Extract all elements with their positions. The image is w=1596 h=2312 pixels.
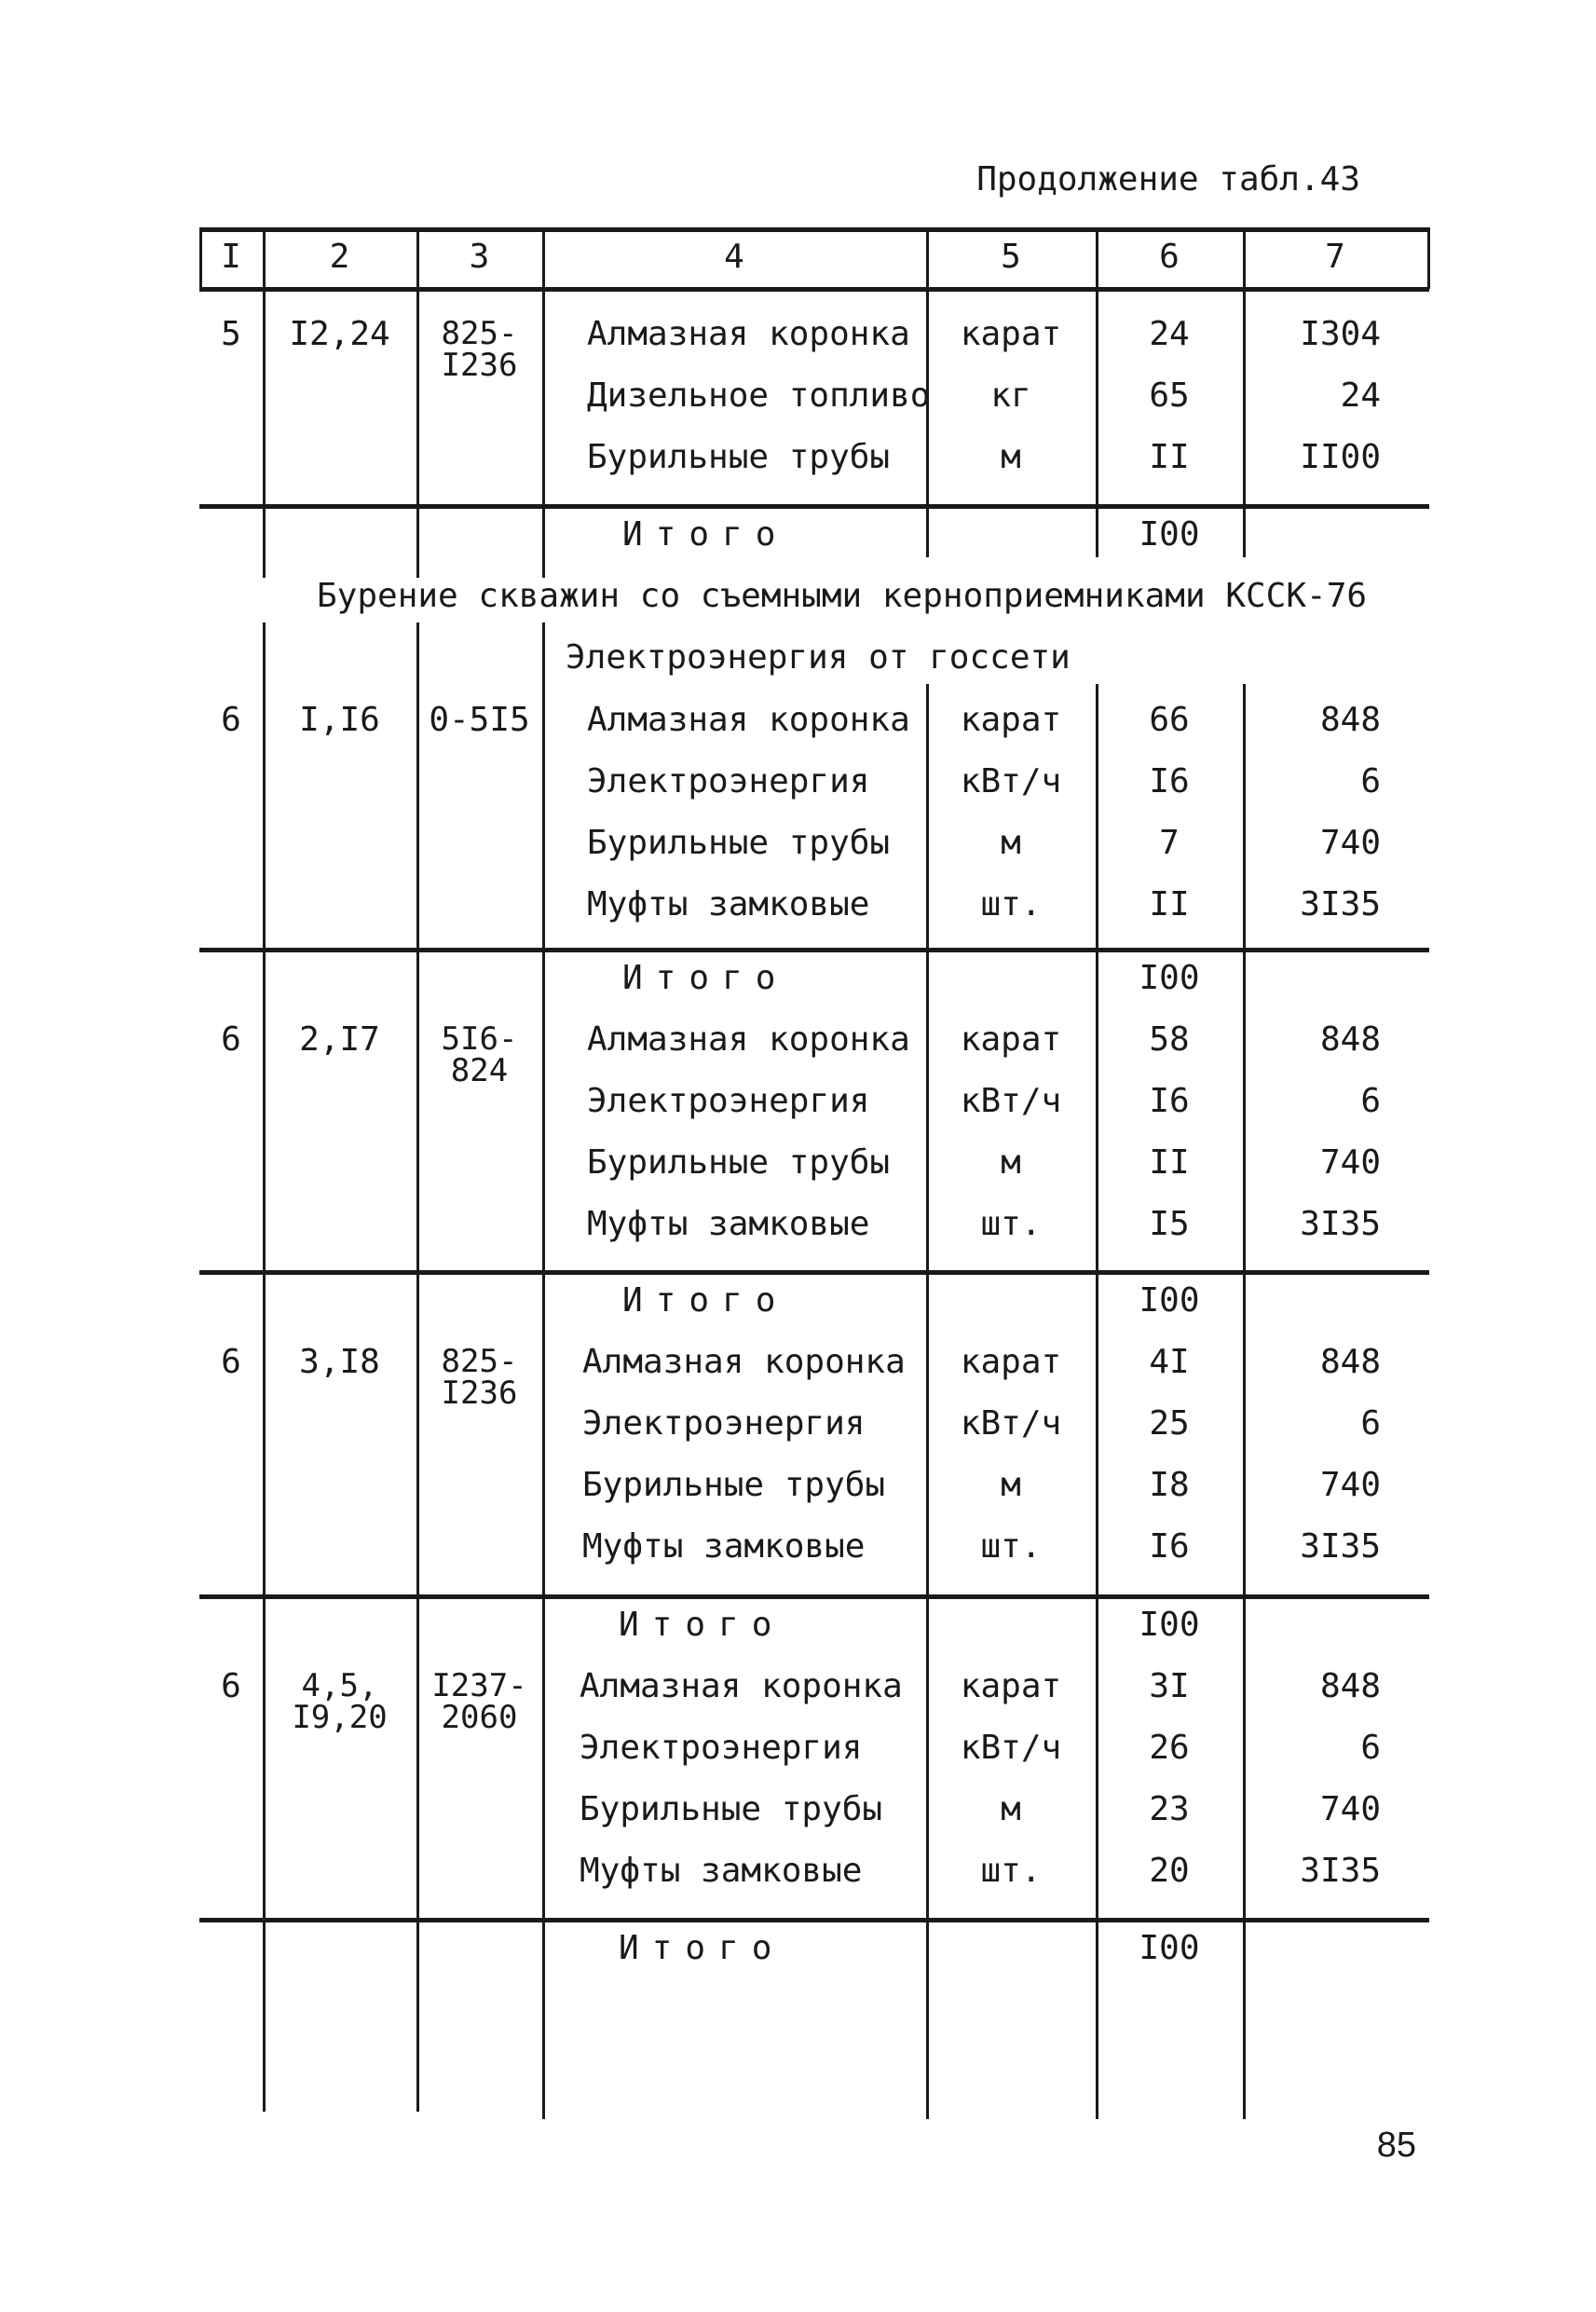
group-5-row-4-unit: шт. — [980, 1852, 1042, 1890]
group-2-col2: I,I6 — [299, 701, 380, 739]
group-3-col2: 2,I7 — [299, 1020, 380, 1059]
group-4-row-4-qty: I6 — [1149, 1527, 1190, 1566]
group-2-total-value: I00 — [1139, 959, 1200, 997]
group-1-row-3-qty: II — [1149, 438, 1190, 476]
group-5-row-1-val: 848 — [1319, 1667, 1381, 1705]
group-3-row-4-qty: I5 — [1149, 1205, 1190, 1243]
section-title: Бурение скважин со съемными керноприемниками КССК-76 — [317, 577, 1368, 615]
group-3-row-2-val: 6 — [1360, 1082, 1381, 1120]
group-4-row-2-val: 6 — [1360, 1404, 1381, 1443]
group-2-row-4-val: 3I35 — [1300, 885, 1381, 923]
group-3-row-4-val: 3I35 — [1300, 1205, 1381, 1243]
group-3-row-2-unit: кВт/ч — [960, 1082, 1062, 1120]
group-2-row-2-qty: I6 — [1149, 762, 1190, 800]
group-2-row-2-unit: кВт/ч — [960, 762, 1062, 800]
group-5-row-3-val: 740 — [1319, 1790, 1381, 1828]
group-2-row-2-name: Электроэнергия — [587, 762, 870, 800]
group-3-col1: 6 — [221, 1020, 241, 1059]
group-5-row-2-qty: 26 — [1149, 1729, 1190, 1767]
group-5-row-3-name: Бурильные трубы — [580, 1790, 883, 1828]
group-3-row-2-name: Электроэнергия — [587, 1082, 870, 1120]
group-5-row-4-val: 3I35 — [1300, 1852, 1381, 1890]
group-1-col3-line2: I236 — [441, 347, 518, 384]
group-4-row-4-name: Муфты замковые — [582, 1527, 866, 1566]
group-4-row-3-qty: I8 — [1149, 1466, 1190, 1504]
group-3-row-1-unit: карат — [960, 1020, 1062, 1059]
group-5-col2-line1: 4,5, — [301, 1667, 378, 1704]
table-caption: Продолжение табл.43 — [976, 160, 1360, 198]
group-3-row-1-val: 848 — [1319, 1020, 1381, 1059]
group-5-total-label: Итого — [619, 1929, 785, 1967]
group-4-row-4-val: 3I35 — [1300, 1527, 1381, 1566]
group-1-col3-line1: 825- — [441, 315, 518, 352]
group-1-total-value: I00 — [1139, 515, 1200, 554]
group-4-total-value: I00 — [1139, 1606, 1200, 1644]
group-4-row-2-name: Электроэнергия — [582, 1404, 866, 1443]
group-5-row-2-unit: кВт/ч — [960, 1729, 1062, 1767]
group-1-row-3-val: II00 — [1300, 438, 1381, 476]
header-col-6: 6 — [1159, 238, 1180, 276]
group-5-row-2-name: Электроэнергия — [580, 1729, 863, 1767]
group-2-total-label: Итого — [622, 959, 789, 997]
group-5-row-2-val: 6 — [1360, 1729, 1381, 1767]
group-5-row-3-unit: м — [1001, 1790, 1021, 1828]
group-1-row-1-qty: 24 — [1149, 315, 1190, 353]
group-3-col3-line1: 5I6- — [441, 1020, 518, 1058]
group-2-row-4-unit: шт. — [980, 885, 1042, 923]
group-3-col3-line2: 824 — [450, 1052, 509, 1089]
vline-c3 — [542, 289, 545, 578]
header-col-3: 3 — [469, 238, 490, 276]
group-2-row-3-name: Бурильные трубы — [587, 824, 891, 862]
group-1-row-1-name: Алмазная коронка — [587, 315, 910, 353]
group-5-row-4-name: Муфты замковые — [580, 1852, 863, 1890]
group-4-row-3-name: Бурильные трубы — [582, 1466, 886, 1504]
group-4-row-4-unit: шт. — [980, 1527, 1042, 1566]
group-2-col3-line1: 0-5I5 — [429, 701, 530, 739]
group-4-col3-line2: I236 — [441, 1375, 518, 1412]
group-3-row-3-val: 740 — [1319, 1143, 1381, 1182]
header-col-7: 7 — [1325, 238, 1345, 276]
group-3-row-3-unit: м — [1001, 1143, 1021, 1182]
group-5-row-3-qty: 23 — [1149, 1790, 1190, 1828]
group-1-row-3-unit: м — [1001, 438, 1021, 476]
group-3-row-3-qty: II — [1149, 1143, 1190, 1182]
group-2-row-1-val: 848 — [1319, 701, 1381, 739]
group-2-row-3-val: 740 — [1319, 824, 1381, 862]
group-1-total-label: Итого — [622, 515, 789, 554]
group-2-col1: 6 — [221, 701, 241, 739]
group-4-row-2-qty: 25 — [1149, 1404, 1190, 1443]
group-5-total-value: I00 — [1139, 1929, 1200, 1967]
vline-c3-lower — [542, 622, 545, 2119]
group-4-row-3-val: 740 — [1319, 1466, 1381, 1504]
group-1-row-2-name: Дизельное топливо — [587, 376, 931, 415]
page-number: 85 — [1376, 2126, 1416, 2165]
group-4-col1: 6 — [221, 1343, 241, 1381]
header-col-2: 2 — [329, 238, 350, 276]
header-col-4: 4 — [724, 238, 744, 276]
group-1-row-2-val: 24 — [1340, 376, 1381, 415]
group-5-row-1-unit: карат — [960, 1667, 1062, 1705]
group-4-row-1-qty: 4I — [1149, 1343, 1190, 1381]
group-1-col1: 5 — [221, 315, 241, 353]
group-4-row-3-unit: м — [1001, 1466, 1021, 1504]
group-1-row-2-unit: кг — [990, 376, 1031, 415]
group-3-total-label: Итого — [622, 1281, 789, 1320]
group-5-row-4-qty: 20 — [1149, 1852, 1190, 1890]
group-4-row-2-unit: кВт/ч — [960, 1404, 1062, 1443]
group-5-col2-line2: I9,20 — [292, 1699, 388, 1736]
group-1-row-3-name: Бурильные трубы — [587, 438, 891, 476]
group-4-col3-line1: 825- — [441, 1343, 518, 1380]
group-4-row-1-unit: карат — [960, 1343, 1062, 1381]
group-1-row-1-val: I304 — [1300, 315, 1381, 353]
group-1-row-2-qty: 65 — [1149, 376, 1190, 415]
group-4-col2: 3,I8 — [299, 1343, 380, 1381]
vline-hdr-7 — [1427, 227, 1430, 289]
group-2-row-3-unit: м — [1001, 824, 1021, 862]
group-1-col2: I2,24 — [289, 315, 390, 353]
group-3-row-3-name: Бурильные трубы — [587, 1143, 891, 1182]
group-4-row-1-val: 848 — [1319, 1343, 1381, 1381]
group-3-row-4-unit: шт. — [980, 1205, 1042, 1243]
group-2-row-1-unit: карат — [960, 701, 1062, 739]
section-subtitle: Электроэнергия от госсети — [566, 638, 1071, 677]
group-3-row-1-qty: 58 — [1149, 1020, 1190, 1059]
group-1-row-1-unit: карат — [960, 315, 1062, 353]
group-3-row-1-name: Алмазная коронка — [587, 1020, 910, 1059]
group-3-row-2-qty: I6 — [1149, 1082, 1190, 1120]
group-2-row-3-qty: 7 — [1159, 824, 1180, 862]
group-5-col3-line1: I237- — [431, 1667, 527, 1704]
header-col-5: 5 — [1001, 238, 1021, 276]
group-2-row-4-name: Муфты замковые — [587, 885, 870, 923]
group-3-row-4-name: Муфты замковые — [587, 1205, 870, 1243]
group-2-row-1-qty: 66 — [1149, 701, 1190, 739]
group-4-total-label: Итого — [619, 1606, 785, 1644]
group-2-row-2-val: 6 — [1360, 762, 1381, 800]
group-5-col3-line2: 2060 — [441, 1699, 518, 1736]
group-2-row-1-name: Алмазная коронка — [587, 701, 910, 739]
header-col-1: I — [221, 238, 241, 276]
group-3-total-value: I00 — [1139, 1281, 1200, 1320]
group-5-row-1-name: Алмазная коронка — [580, 1667, 903, 1705]
group-4-row-1-name: Алмазная коронка — [582, 1343, 906, 1381]
group-2-row-4-qty: II — [1149, 885, 1190, 923]
group-5-col1: 6 — [221, 1667, 241, 1705]
group-5-row-1-qty: 3I — [1149, 1667, 1190, 1705]
